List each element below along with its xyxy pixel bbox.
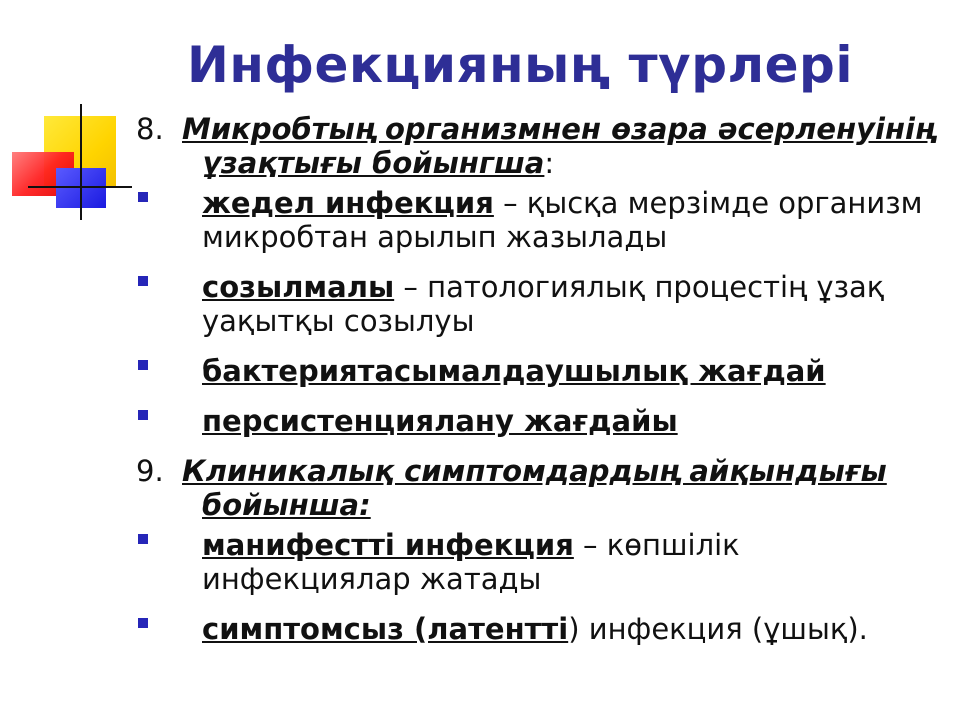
slide-title: Инфекцияның түрлері (187, 36, 853, 94)
decor-horizontal-line (28, 186, 132, 188)
list-item-text: – қысқа мерзімде организм микробтан арылып жазылады (202, 186, 923, 254)
list-item (136, 528, 936, 596)
list-item-term: жедел инфекция (202, 186, 494, 220)
list-item (136, 612, 936, 646)
square-bullet-icon (138, 360, 148, 370)
square-bullet-icon (138, 276, 148, 286)
square-bullet-icon (138, 618, 148, 628)
section-9-heading (136, 454, 936, 522)
slide-content (136, 112, 936, 662)
section-heading: Клиникалық симптомдардың айқындығы бойынша: (182, 454, 887, 522)
square-bullet-icon (138, 192, 148, 202)
list-item-term: персистенциялану жағдайы (202, 404, 678, 438)
list-item (136, 270, 936, 338)
list-item-text: – патологиялық процестің ұзақ уақытқы созылуы (202, 270, 885, 338)
section-number: 9. (136, 454, 164, 488)
section-number: 8. (136, 112, 164, 146)
list-item-term: манифестті инфекция (202, 528, 574, 562)
square-bullet-icon (138, 534, 148, 544)
section-heading: Микробтың организмнен өзара әсерленуінің ұзақтығы бойынгша (182, 112, 935, 180)
decor-vertical-line (80, 104, 82, 220)
list-item-text: – көпшілік инфекциялар жатады (202, 528, 740, 596)
list-item-term: созылмалы (202, 270, 395, 304)
square-bullet-icon (138, 410, 148, 420)
list-item (136, 354, 936, 388)
section-heading-suffix: : (544, 146, 555, 180)
list-item (136, 186, 936, 254)
list-item-term: бактериятасымалдаушылық жағдай (202, 354, 826, 388)
section-8-heading (136, 112, 936, 180)
list-item (136, 404, 936, 438)
list-item-text: ) инфекция (ұшық). (568, 612, 868, 646)
list-item-term: симптомсыз (латентті (202, 612, 569, 646)
